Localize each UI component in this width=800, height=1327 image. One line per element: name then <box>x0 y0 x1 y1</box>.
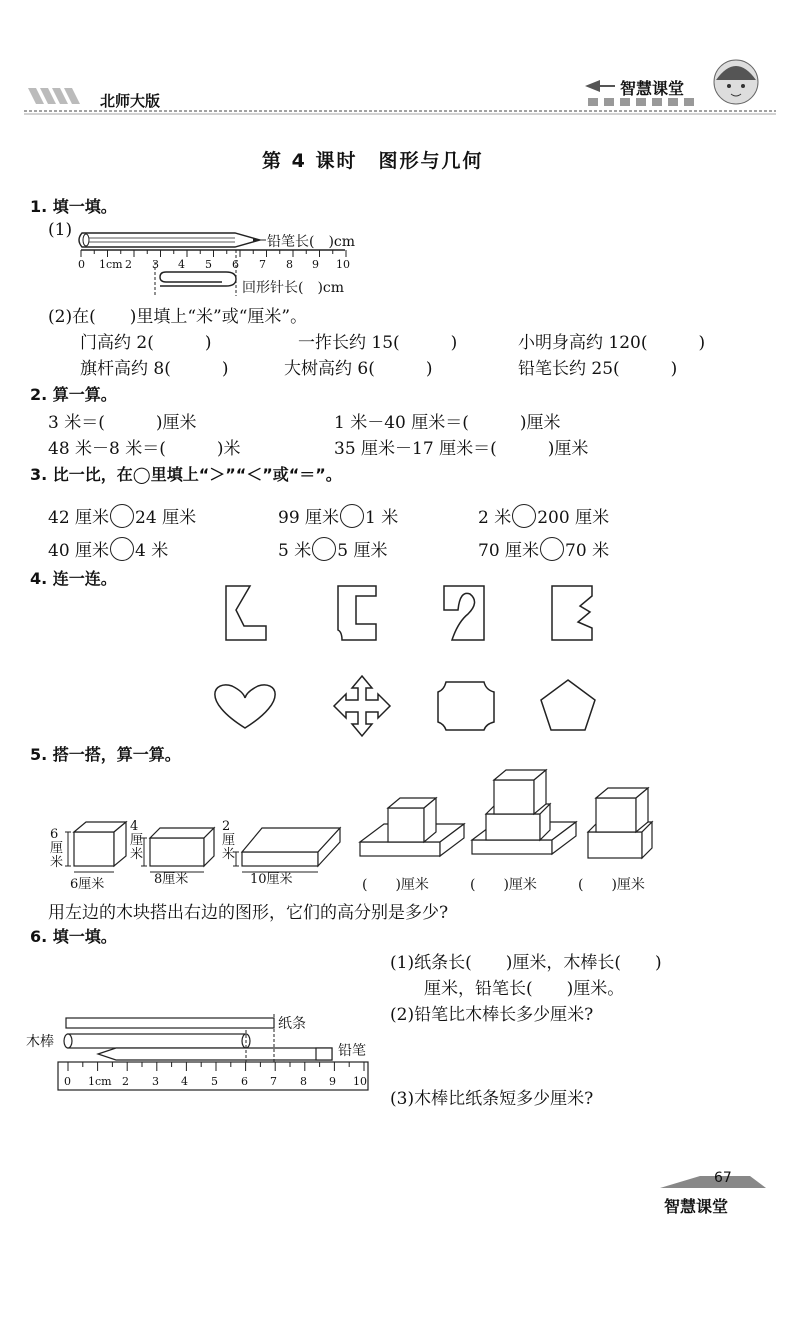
q3-item-2: 99 厘米 1 米 <box>278 503 398 528</box>
q6-q3: (3)木棒比纸条短多少厘米? <box>390 1089 594 1109</box>
q3-item-1: 42 厘米 24 厘米 <box>48 503 196 528</box>
edition-label: 北师大版 <box>100 92 161 110</box>
q1-tick-4: 4 <box>178 258 185 271</box>
block2-height: 4 厘米 <box>130 819 144 862</box>
q1-row2-b: 大树高约 6( ) <box>284 359 433 379</box>
q1-tick-9: 9 <box>312 258 319 271</box>
block3-height: 2 厘米 <box>222 819 236 862</box>
answer-figure-1: ( )厘米 <box>362 877 429 893</box>
q5-question: 用左边的木块搭出右边的图形，它们的高分别是多少? <box>48 903 449 923</box>
q6-heading: 6. 填一填。 <box>30 927 117 946</box>
block2-width: 8厘米 <box>154 872 189 887</box>
q2-row1-b: 1 米－40 厘米＝( )厘米 <box>334 413 561 433</box>
answer-figure-2: ( )厘米 <box>470 877 537 893</box>
q1-tick-6: 6 <box>232 258 239 271</box>
q3-item-6: 70 厘米 70 米 <box>478 536 609 561</box>
q6-q1a: (1)纸条长( )厘米，木棒长( ) <box>390 953 662 973</box>
q1-tick-3: 3 <box>152 258 159 271</box>
q3-item-4: 40 厘米 4 米 <box>48 536 168 561</box>
q1-row1-c: 小明身高约 120( ) <box>518 333 706 353</box>
q1-tick-2: 2 <box>125 258 132 271</box>
q3-item-3: 2 米 200 厘米 <box>478 503 609 528</box>
q6-tick-3: 3 <box>152 1075 159 1088</box>
q1-row2-c: 铅笔长约 25( ) <box>518 359 678 379</box>
q6-tick-2: 2 <box>122 1075 129 1088</box>
pencil-label: 铅笔 <box>338 1043 366 1059</box>
block1-height: 6 厘米 <box>50 827 64 870</box>
q6-tick-9: 9 <box>329 1075 336 1088</box>
q1-tick-0: 0 <box>78 258 85 271</box>
q3-item-5: 5 米 5 厘米 <box>278 536 387 561</box>
q1-tick-8: 8 <box>286 258 293 271</box>
page-title: 第 4 课时 图形与几何 <box>262 150 484 172</box>
pencil-length-text: 铅笔长( )cm <box>267 234 356 250</box>
q2-row2-b: 35 厘米－17 厘米＝( )厘米 <box>334 439 589 459</box>
q6-tick-5: 5 <box>211 1075 218 1088</box>
answer-figure-3: ( )厘米 <box>578 877 645 893</box>
q1-part1-label: (1) <box>48 220 73 240</box>
footer-brand: 智慧课堂 <box>664 1197 729 1216</box>
q1-heading: 1. 填一填。 <box>30 197 117 216</box>
paper-label: 纸条 <box>278 1016 306 1032</box>
q6-tick-4: 4 <box>181 1075 188 1088</box>
q1-row1-a: 门高约 2( ) <box>80 333 212 353</box>
stick-label: 木棒 <box>26 1034 54 1050</box>
brand-label: 智慧课堂 <box>620 79 685 98</box>
q1-row1-b: 一拃长约 15( ) <box>298 333 458 353</box>
q3-heading: 3. 比一比，在◯里填上“＞”“＜”或“＝”。 <box>30 465 342 484</box>
block3-width: 10厘米 <box>250 872 293 887</box>
q6-tick-1: 1cm <box>88 1075 112 1088</box>
q1-tick-10: 10 <box>336 258 350 271</box>
q6-q2: (2)铅笔比木棒长多少厘米? <box>390 1005 594 1025</box>
q2-heading: 2. 算一算。 <box>30 385 117 404</box>
q6-tick-0: 0 <box>64 1075 71 1088</box>
q5-heading: 5. 搭一搭，算一算。 <box>30 745 181 764</box>
page-number: 67 <box>714 1170 732 1186</box>
q6-tick-6: 6 <box>241 1075 248 1088</box>
q6-q1b: 厘米，铅笔长( )厘米。 <box>424 979 625 999</box>
q1-tick-5: 5 <box>205 258 212 271</box>
q6-tick-8: 8 <box>300 1075 307 1088</box>
q4-heading: 4. 连一连。 <box>30 569 117 588</box>
q2-row2-a: 48 米－8 米＝( )米 <box>48 439 241 459</box>
q2-row1-a: 3 米＝( )厘米 <box>48 413 197 433</box>
clip-length-text: 回形针长( )cm <box>242 280 345 296</box>
q1-row2-a: 旗杆高约 8( ) <box>80 359 229 379</box>
q1-part2: (2)在( )里填上“米”或“厘米”。 <box>48 307 308 327</box>
q6-tick-7: 7 <box>270 1075 277 1088</box>
q1-tick-1: 1cm <box>99 258 123 271</box>
block1-width: 6厘米 <box>70 877 105 892</box>
q6-tick-10: 10 <box>353 1075 367 1088</box>
q1-tick-7: 7 <box>259 258 266 271</box>
